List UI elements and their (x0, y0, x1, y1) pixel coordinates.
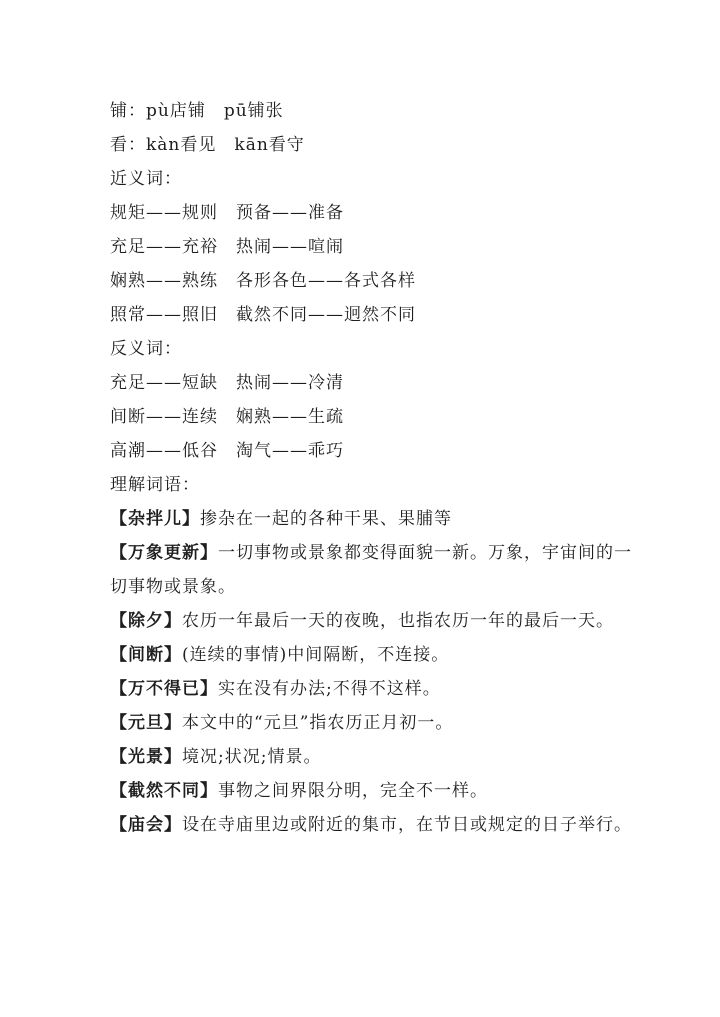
antonym-row (110, 400, 640, 434)
synonyms-heading: 近义词： (110, 169, 182, 189)
glossary-term: 【庙会】 (110, 815, 182, 835)
word-pair: 间断——连续 (110, 407, 218, 427)
reading: pù店铺 (146, 101, 206, 121)
reading: kàn看见 (146, 135, 217, 155)
glossary-entry (110, 638, 640, 672)
glossary-term: 【间断】 (110, 645, 182, 665)
antonym-row (110, 434, 640, 468)
char-label: 铺： (110, 101, 146, 121)
pronunciation-line (110, 94, 640, 128)
glossary-definition: 设在寺庙里边或附近的集市，在节日或规定的日子举行。 (182, 815, 632, 835)
glossary-entry (110, 706, 640, 740)
word-pair: 各形各色——各式各样 (236, 271, 416, 291)
glossary-entry (110, 808, 640, 842)
word-pair: 娴熟——熟练 (110, 271, 218, 291)
word-pair: 娴熟——生疏 (236, 407, 344, 427)
word-pair: 充足——充裕 (110, 237, 218, 257)
glossary-definition: 掺杂在一起的各种干果、果脯等 (200, 509, 452, 529)
glossary-term: 【光景】 (110, 747, 182, 767)
word-pair: 淘气——乖巧 (236, 441, 344, 461)
antonyms-heading: 反义词： (110, 339, 182, 359)
word-pair: 热闹——冷清 (236, 373, 344, 393)
word-pair: 热闹——喧闹 (236, 237, 344, 257)
glossary-term: 【截然不同】 (110, 781, 218, 801)
synonym-row (110, 264, 640, 298)
word-pair: 截然不同——迥然不同 (236, 305, 416, 325)
glossary-entry (110, 502, 640, 536)
glossary-entry (110, 740, 640, 774)
glossary-definition: 一切事物或景象都变得面貌一新。万象，宇宙间的一切事物或景象。 (110, 543, 632, 597)
glossary-term: 【杂拌儿】 (110, 509, 200, 529)
glossary-entry (110, 774, 640, 808)
word-pair: 高潮——低谷 (110, 441, 218, 461)
char-label: 看： (110, 135, 146, 155)
glossary-entry (110, 604, 640, 638)
word-pair: 预备——准备 (236, 203, 344, 223)
glossary-term: 【万象更新】 (110, 543, 218, 563)
glossary-definition: 本文中的“元旦”指农历正月初一。 (182, 713, 454, 733)
document-page (110, 94, 640, 842)
synonym-row (110, 230, 640, 264)
glossary-term: 【除夕】 (110, 611, 182, 631)
glossary-definition: 实在没有办法;不得不这样。 (218, 679, 441, 699)
glossary-heading: 理解词语： (110, 475, 200, 495)
glossary-term: 【元旦】 (110, 713, 182, 733)
word-pair: 充足——短缺 (110, 373, 218, 393)
glossary-term: 【万不得已】 (110, 679, 218, 699)
pronunciation-line (110, 128, 640, 162)
glossary-definition: 事物之间界限分明，完全不一样。 (218, 781, 488, 801)
glossary-definition: (连续的事情)中间隔断，不连接。 (182, 645, 450, 665)
reading: pū铺张 (223, 101, 284, 121)
glossary-definition: 农历一年最后一天的夜晚，也指农历一年的最后一天。 (182, 611, 614, 631)
glossary-entry (110, 672, 640, 706)
word-pair: 照常——照旧 (110, 305, 218, 325)
antonym-row (110, 366, 640, 400)
synonym-row (110, 298, 640, 332)
word-pair: 规矩——规则 (110, 203, 218, 223)
glossary-definition: 境况;状况;情景。 (182, 747, 322, 767)
reading: kān看守 (234, 135, 305, 155)
glossary-entry (110, 536, 640, 604)
synonym-row (110, 196, 640, 230)
